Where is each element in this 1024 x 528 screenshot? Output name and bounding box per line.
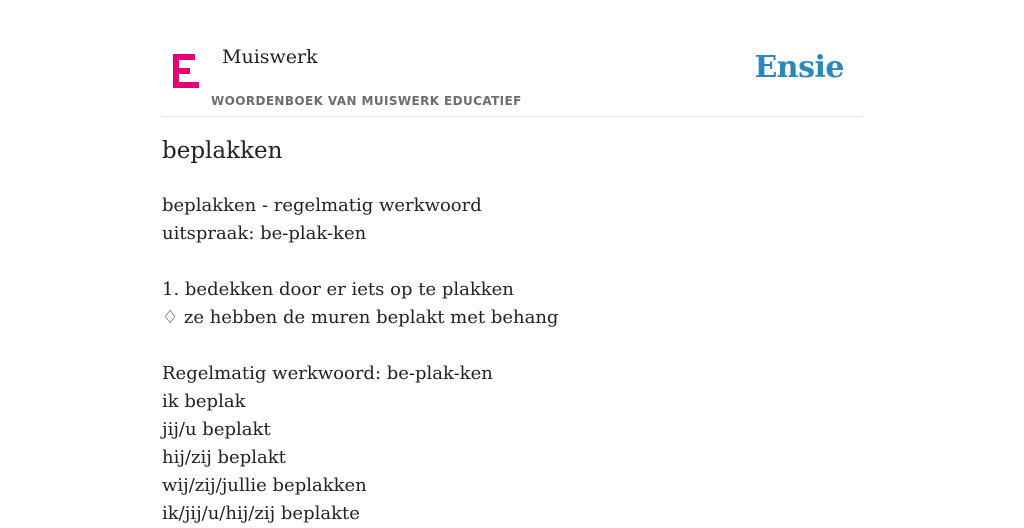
ensie-logo-link[interactable]: Ensie bbox=[754, 50, 844, 85]
definition-line: ik/jij/u/hij/zij beplakte bbox=[162, 503, 360, 524]
muiswerk-logo-icon[interactable] bbox=[173, 54, 199, 88]
definition-line: 1. bedekken door er iets op te plakken bbox=[162, 279, 514, 300]
definition-line: ik beplak bbox=[162, 391, 246, 412]
brand-subtitle: WOORDENBOEK VAN MUISWERK EDUCATIEF bbox=[211, 94, 522, 108]
definition-line: jij/u beplakt bbox=[162, 419, 271, 440]
page-title: beplakken bbox=[162, 138, 283, 164]
definition-line bbox=[162, 332, 862, 360]
site-header bbox=[162, 0, 862, 117]
definition-line bbox=[162, 248, 862, 276]
definition-line: Regelmatig werkwoord: be-plak-ken bbox=[162, 363, 493, 384]
brand-title-link[interactable]: Muiswerk bbox=[222, 46, 318, 68]
definition-text bbox=[162, 192, 862, 528]
definition-line: ♢ ze hebben de muren beplakt met behang bbox=[162, 307, 559, 328]
definition-line: beplakken - regelmatig werkwoord bbox=[162, 195, 482, 216]
page-container bbox=[162, 0, 862, 524]
definition-line: uitspraak: be-plak-ken bbox=[162, 223, 367, 244]
definition-line: hij/zij beplakt bbox=[162, 447, 286, 468]
definition-line: wij/zij/jullie beplakken bbox=[162, 475, 367, 496]
